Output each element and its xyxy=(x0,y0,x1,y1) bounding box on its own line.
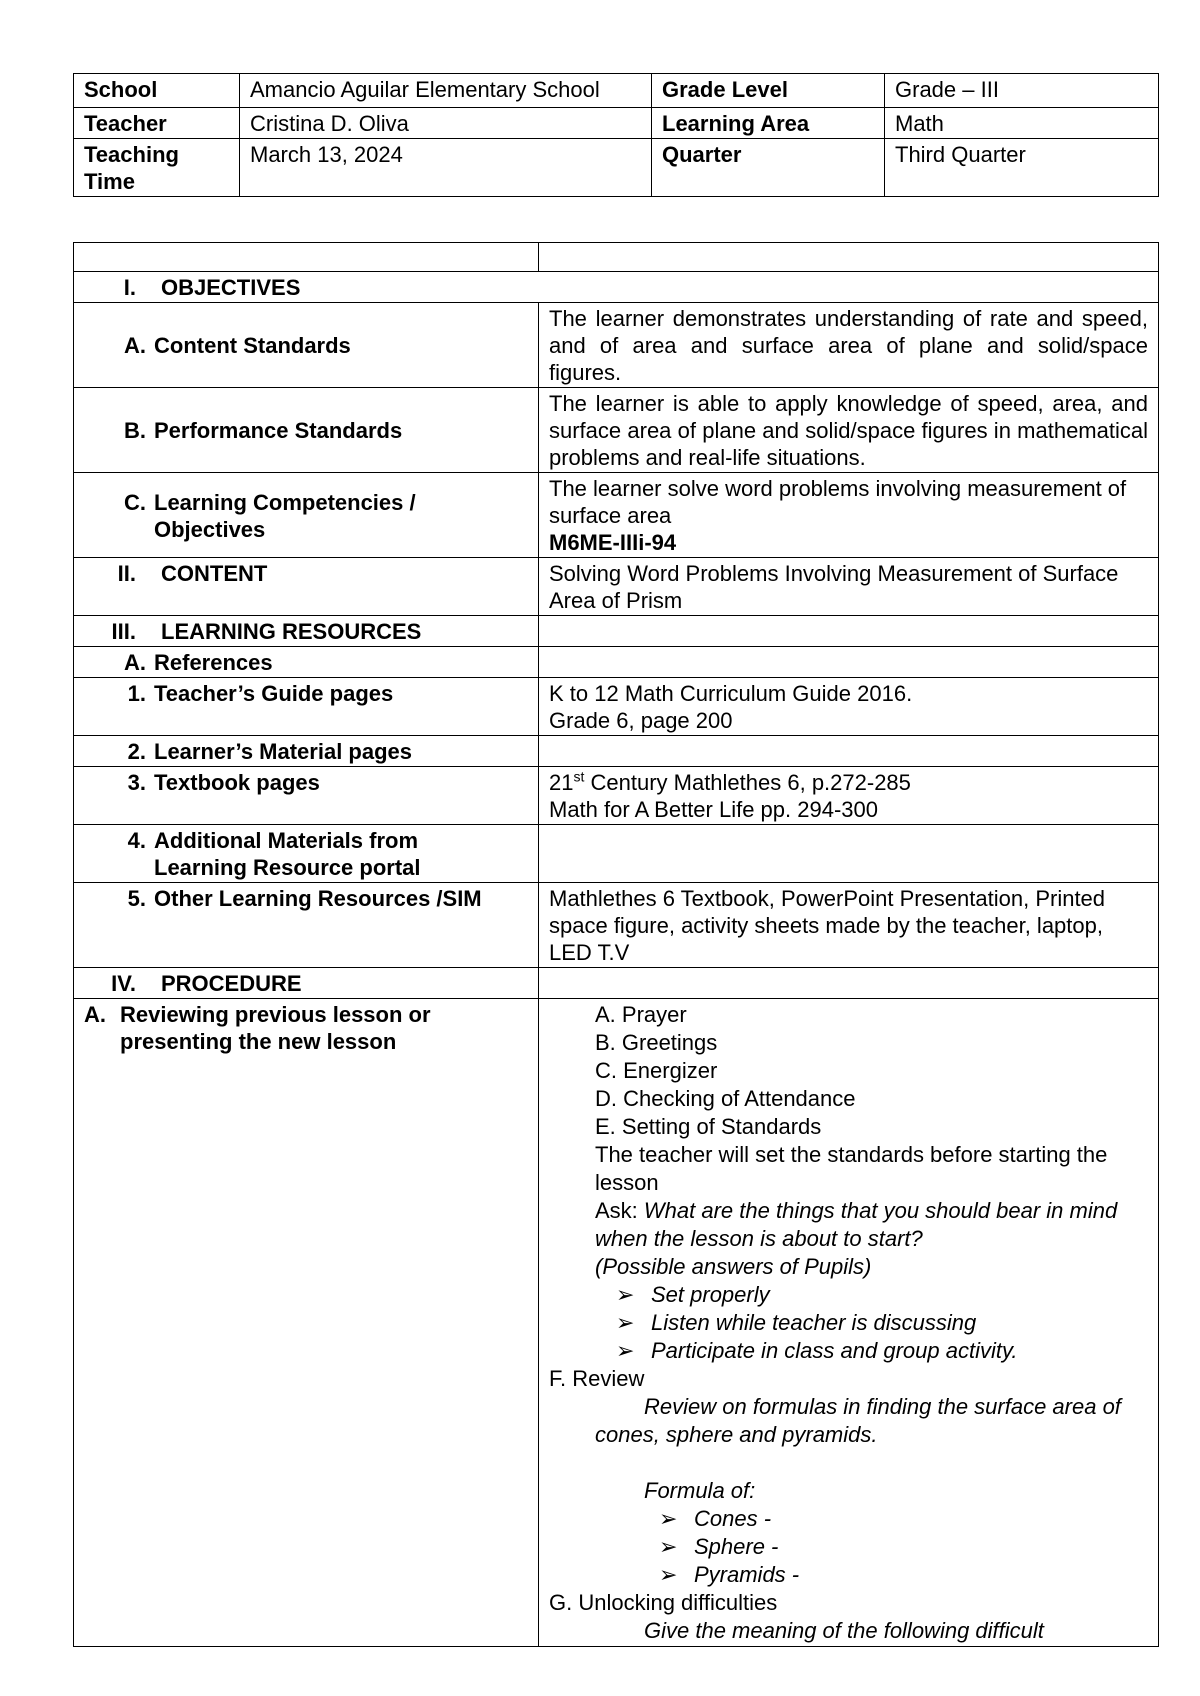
textbook-line2: Math for A Better Life pp. 294-300 xyxy=(549,797,878,822)
procedure-row: IV. PROCEDURE xyxy=(74,968,1159,999)
teacher-guide-line2: Grade 6, page 200 xyxy=(549,708,733,733)
teacher-value: Cristina D. Oliva xyxy=(240,108,652,139)
possible-answers-label: (Possible answers of Pupils) xyxy=(595,1254,872,1279)
step-attendance: D. Checking of Attendance xyxy=(595,1086,856,1111)
blank-row xyxy=(74,243,1159,272)
content-standards-row: A. Content Standards The learner demonstrates understanding of rate and speed, and of area and surface area of plane and solid/space figures. xyxy=(74,303,1159,388)
textbook-row: 3. Textbook pages 21st Century Mathlethes 6, p.272-285 Math for A Better Life pp. 294-300 xyxy=(74,767,1159,825)
formula-item: ➢ Cones - xyxy=(659,1506,772,1531)
other-resources-value: Mathlethes 6 Textbook, PowerPoint Presentation, Printed space figure, activity sheets made by the teacher, laptop, LED T.V xyxy=(539,883,1159,968)
formula-item: ➢ Sphere - xyxy=(659,1534,779,1559)
competency-code: M6ME-IIIi-94 xyxy=(549,530,677,555)
resources-heading: LEARNING RESOURCES xyxy=(161,619,422,644)
arrow-bullet-icon: ➢ xyxy=(616,1338,635,1363)
formula-item: ➢ Pyramids - xyxy=(659,1562,800,1587)
teaching-time-label: Teaching Time xyxy=(74,139,240,197)
reviewing-label: Reviewing previous lesson or presenting the new lesson xyxy=(120,1002,431,1054)
answer-item: ➢ Participate in class and group activity. xyxy=(616,1338,1018,1363)
additional-materials-label: Additional Materials from Learning Resource portal xyxy=(154,828,421,880)
learner-material-row: 2. Learner’s Material pages xyxy=(74,736,1159,767)
answer-item: ➢ Set properly xyxy=(616,1282,770,1307)
teaching-time-value: March 13, 2024 xyxy=(240,139,652,197)
performance-standards-label: Performance Standards xyxy=(154,418,403,443)
competencies-value: The learner solve word problems involving measurement of surface area xyxy=(549,476,1127,528)
competencies-row: C. Learning Competencies / Objectives The learner solve word problems involving measurement of surface area M6ME-IIIi-94 xyxy=(74,473,1159,558)
arrow-bullet-icon: ➢ xyxy=(616,1310,635,1335)
competencies-label: Learning Competencies / Objectives xyxy=(154,489,416,542)
answer-item: ➢ Listen while teacher is discussing xyxy=(616,1310,977,1335)
procedure-heading: PROCEDURE xyxy=(161,971,302,996)
step-prayer: A. Prayer xyxy=(595,1002,687,1027)
header-info-table xyxy=(73,73,1159,197)
references-row: A. References xyxy=(74,647,1159,678)
ask-question: Ask: What are the things that you should bear in mind when the lesson is about to start? xyxy=(595,1198,1118,1251)
other-resources-label: Other Learning Resources /SIM xyxy=(154,886,482,911)
learner-material-label: Learner’s Material pages xyxy=(154,739,413,764)
standards-text: The teacher will set the standards before starting the lesson xyxy=(595,1142,1108,1195)
grade-level-label: Grade Level xyxy=(652,74,885,108)
resources-row: III. LEARNING RESOURCES xyxy=(74,616,1159,647)
references-label: References xyxy=(154,650,273,675)
teacher-guide-line1: K to 12 Math Curriculum Guide 2016. xyxy=(549,681,913,706)
objectives-row: I. OBJECTIVES xyxy=(74,272,1159,303)
formula-label: Formula of: xyxy=(644,1478,756,1503)
learning-area-label: Learning Area xyxy=(652,108,885,139)
content-value: Solving Word Problems Involving Measurement of Surface Area of Prism xyxy=(539,558,1159,616)
step-energizer: C. Energizer xyxy=(595,1058,718,1083)
step-review: F. Review xyxy=(549,1366,645,1391)
grade-level-value: Grade – III xyxy=(885,74,1159,108)
teacher-label: Teacher xyxy=(74,108,240,139)
performance-standards-row: B. Performance Standards The learner is able to apply knowledge of speed, area, and surface area of plane and solid/space figures in mathematical problems and real-life situations. xyxy=(74,388,1159,473)
learning-area-value: Math xyxy=(885,108,1159,139)
teacher-guide-row: 1. Teacher’s Guide pages K to 12 Math Curriculum Guide 2016. Grade 6, page 200 xyxy=(74,678,1159,736)
quarter-value: Third Quarter xyxy=(885,139,1159,197)
step-unlocking: G. Unlocking difficulties xyxy=(549,1590,778,1615)
content-standards-label: Content Standards xyxy=(154,333,351,358)
objectives-heading: OBJECTIVES xyxy=(161,275,301,300)
unlocking-text: Give the meaning of the following difficult xyxy=(644,1618,1044,1643)
lesson-plan-table xyxy=(73,242,1159,1647)
quarter-label: Quarter xyxy=(652,139,885,197)
performance-standards-value: The learner is able to apply knowledge of speed, area, and surface area of plane and solid/space figures in mathematical problems and real-life situations. xyxy=(539,388,1159,473)
other-resources-row: 5. Other Learning Resources /SIM Mathlethes 6 Textbook, PowerPoint Presentation, Printed space figure, activity sheets made by the teacher, laptop, LED T.V xyxy=(74,883,1159,968)
content-heading: CONTENT xyxy=(161,561,268,586)
arrow-bullet-icon: ➢ xyxy=(659,1534,678,1559)
textbook-line1: 21st Century Mathlethes 6, p.272-285 xyxy=(549,768,911,795)
teacher-guide-label: Teacher’s Guide pages xyxy=(154,681,394,706)
arrow-bullet-icon: ➢ xyxy=(616,1282,635,1307)
step-greetings: B. Greetings xyxy=(595,1030,718,1055)
content-row: II. CONTENT Solving Word Problems Involving Measurement of Surface Area of Prism xyxy=(74,558,1159,616)
school-value: Amancio Aguilar Elementary School xyxy=(240,74,652,108)
reviewing-row: A. Reviewing previous lesson or presenting the new lesson A. Prayer B. Greetings C. Energizer D. Checking of Attendance E. Setting of Standards The teacher will set the standards before starting the lesson Ask: What are the things that you should bear in mind when the lesson is about to start? (Possible answers of Pupils) ➢ Set properly ➢ Listen while teacher is discussing ➢ Participate in class and group activity. F. Review Review on formulas in finding the surface area of cones, sphere and pyramids. Formula of: ➢ Cones - ➢ Sphere - ➢ Pyramids - G. Unlocking difficulties Give the meaning of the following difficult xyxy=(74,999,1159,1647)
textbook-label: Textbook pages xyxy=(154,770,320,795)
arrow-bullet-icon: ➢ xyxy=(659,1562,678,1587)
arrow-bullet-icon: ➢ xyxy=(659,1506,678,1531)
content-standards-value: The learner demonstrates understanding of rate and speed, and of area and surface area of plane and solid/space figures. xyxy=(539,303,1159,388)
additional-materials-row: 4. Additional Materials from Learning Resource portal xyxy=(74,825,1159,883)
school-label: School xyxy=(74,74,240,108)
review-text: Review on formulas in finding the surface area of cones, sphere and pyramids. xyxy=(595,1394,1121,1447)
step-standards: E. Setting of Standards xyxy=(595,1114,822,1139)
